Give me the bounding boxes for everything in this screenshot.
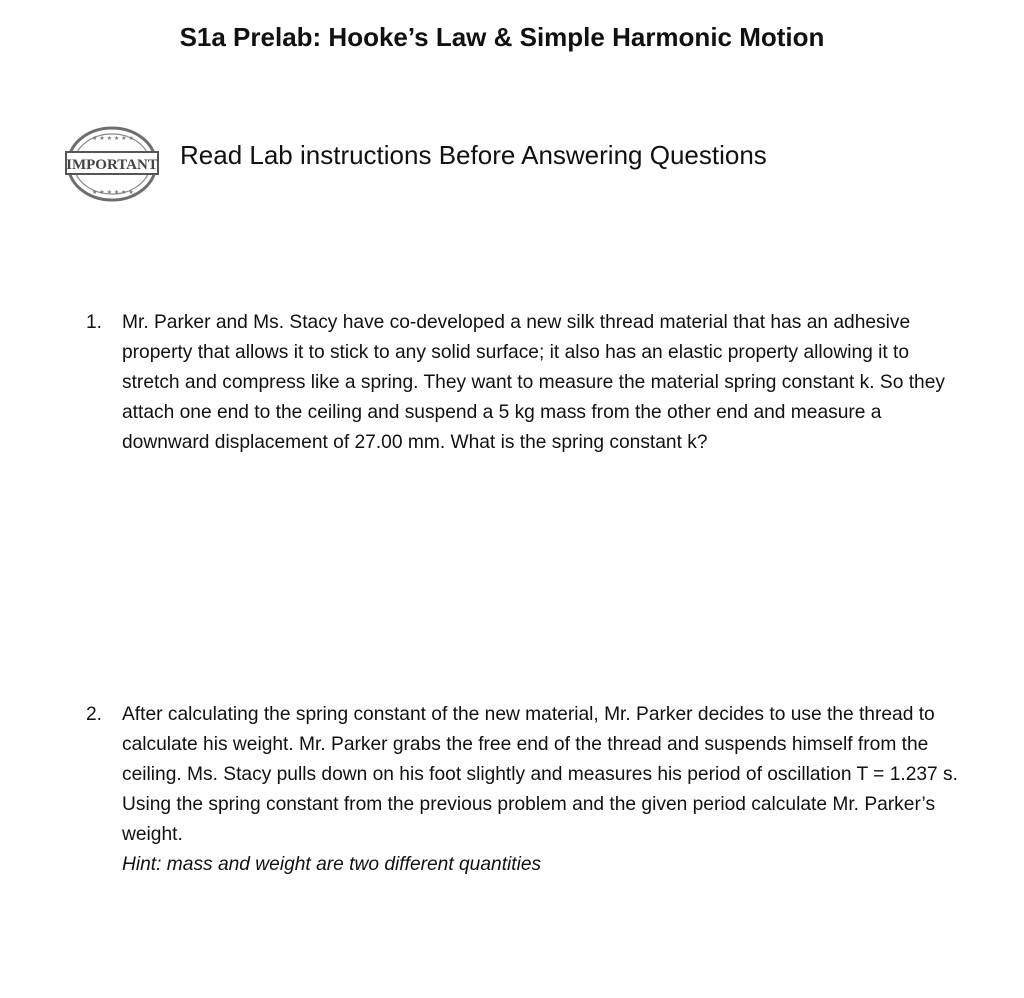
- question-1: [86, 308, 966, 458]
- question-2: [86, 700, 966, 880]
- svg-text:★ ★ ★ ★ ★ ★: ★ ★ ★ ★ ★ ★: [92, 135, 134, 142]
- question-text: Mr. Parker and Ms. Stacy have co-developed a new silk thread material that has an adhesive property that allows it to stick to any solid surface; it also has an elastic property allowing it to stretch and compress like a spring. They want to measure the material spring constant k. So they attach one end to the ceiling and suspend a 5 kg mass from the other end and measure a downward displacement of 27.00 mm. What is the spring constant k?: [122, 312, 945, 453]
- stamp-label: IMPORTANT: [66, 157, 158, 173]
- question-text: After calculating the spring constant of the new material, Mr. Parker decides to use the thread to calculate his weight. Mr. Parker grabs the free end of the thread and suspends himself from the ceiling. Ms. Stacy pulls down on his foot slightly and measures his period of oscillation T = 1.237 s. Using the spring constant from the previous problem and the given period calculate Mr. Parker’s weight.: [122, 704, 958, 845]
- important-stamp-icon: [64, 124, 160, 204]
- question-number: 2.: [86, 704, 103, 725]
- svg-text:★ ★ ★ ★ ★ ★: ★ ★ ★ ★ ★ ★: [92, 189, 134, 196]
- page-title: S1a Prelab: Hooke’s Law & Simple Harmonic Motion: [179, 22, 825, 52]
- question-number: 1.: [86, 312, 103, 333]
- question-hint: Hint: mass and weight are two different quantities: [122, 854, 542, 875]
- instructions-heading: Read Lab instructions Before Answering Questions: [180, 140, 767, 170]
